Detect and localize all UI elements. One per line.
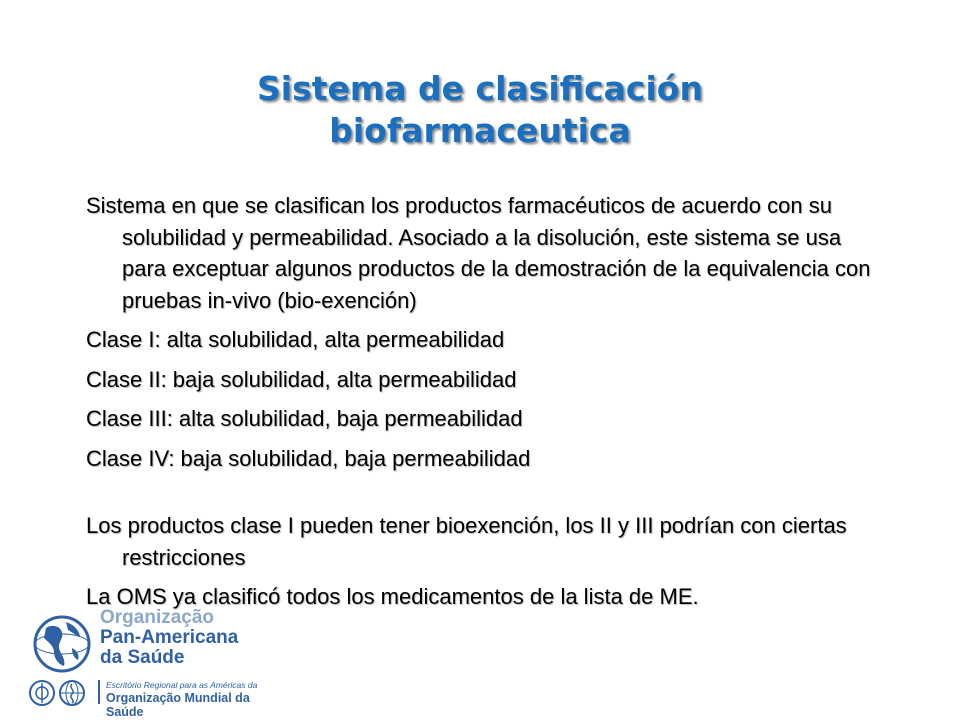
paragraph-class-3: Clase III: alta solubilidad, baja permeabilidad bbox=[86, 406, 523, 431]
slide-title bbox=[80, 68, 880, 152]
paragraph-class-1: Clase I: alta solubilidad, alta permeabilidad bbox=[86, 327, 505, 352]
logo-divider bbox=[98, 680, 100, 704]
logo-regional-office: Escritório Regional para as Américas da bbox=[106, 680, 258, 690]
logo-name-line-2: Pan-Americana bbox=[100, 627, 239, 648]
paragraph-bioexemption: Los productos clase I pueden tener bioexención, los II y III podrían con ciertas restricciones bbox=[86, 513, 847, 570]
paragraph-who: La OMS ya clasificó todos los medicamentos de la lista de ME. bbox=[86, 584, 699, 609]
who-emblem-icon bbox=[60, 681, 84, 705]
emblem-icons bbox=[28, 678, 92, 708]
logo-organization-name bbox=[100, 608, 238, 668]
logo-name-line-1: Organização bbox=[100, 607, 215, 628]
slide-title-line-2: biofarmaceutica bbox=[329, 111, 631, 150]
paragraph-class-2: Clase II: baja solubilidad, alta permeabilidad bbox=[86, 366, 517, 392]
paho-logo bbox=[26, 606, 266, 719]
paragraph-class-4: Clase IV: baja solubilidad, baja permeabilidad bbox=[86, 445, 531, 471]
slide-title-line-1: Sistema de clasificación bbox=[257, 69, 703, 108]
paragraph-gap bbox=[86, 482, 886, 510]
globe-icon bbox=[32, 614, 92, 674]
logo-name-line-3: da Saúde bbox=[100, 647, 185, 668]
slide-body bbox=[86, 190, 886, 621]
logo-subtitle bbox=[106, 680, 266, 719]
paho-emblem-icon bbox=[30, 681, 54, 705]
paragraph-intro: Sistema en que se clasifican los productos farmacéuticos de acuerdo con su solubilidad y permeabilidad. Asociado a la disolución, este sistema se usa para exceptuar algunos productos de la demostración de la equivalencia con pruebas in-vivo (bio-exención) bbox=[86, 193, 871, 313]
logo-who-name: Organização Mundial da Saúde bbox=[106, 691, 250, 719]
